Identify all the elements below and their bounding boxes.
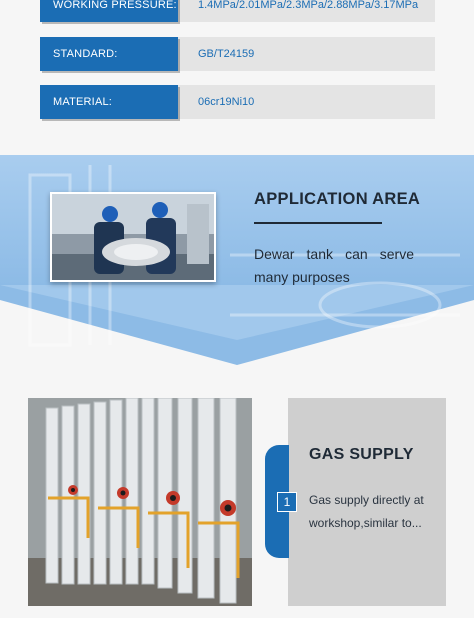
title-underline	[254, 222, 382, 224]
spec-label: WORKING PRESSURE:	[40, 0, 178, 22]
application-description: Dewar tank can serve many purposes	[254, 246, 414, 285]
gas-supply-description: Gas supply directly at workshop,similar to...	[309, 493, 424, 530]
spec-row-material	[40, 85, 435, 119]
spec-value: 1.4MPa/2.01MPa/2.3MPa/2.88MPa/3.17MPa	[198, 0, 419, 11]
vaporizer-photo	[28, 398, 252, 606]
workers-photo	[50, 192, 216, 282]
spec-label: STANDARD:	[40, 37, 178, 71]
spec-value: 06cr19Ni10	[198, 96, 255, 108]
spec-label: MATERIAL:	[40, 85, 178, 119]
spec-value: GB/T24159	[198, 48, 255, 60]
spec-row-working-pressure	[40, 0, 435, 22]
gas-supply-title: GAS SUPPLY	[309, 446, 414, 463]
gas-supply-number-badge: 1	[277, 492, 297, 512]
application-title: APPLICATION AREA	[254, 190, 421, 208]
spec-row-standard	[40, 37, 435, 71]
